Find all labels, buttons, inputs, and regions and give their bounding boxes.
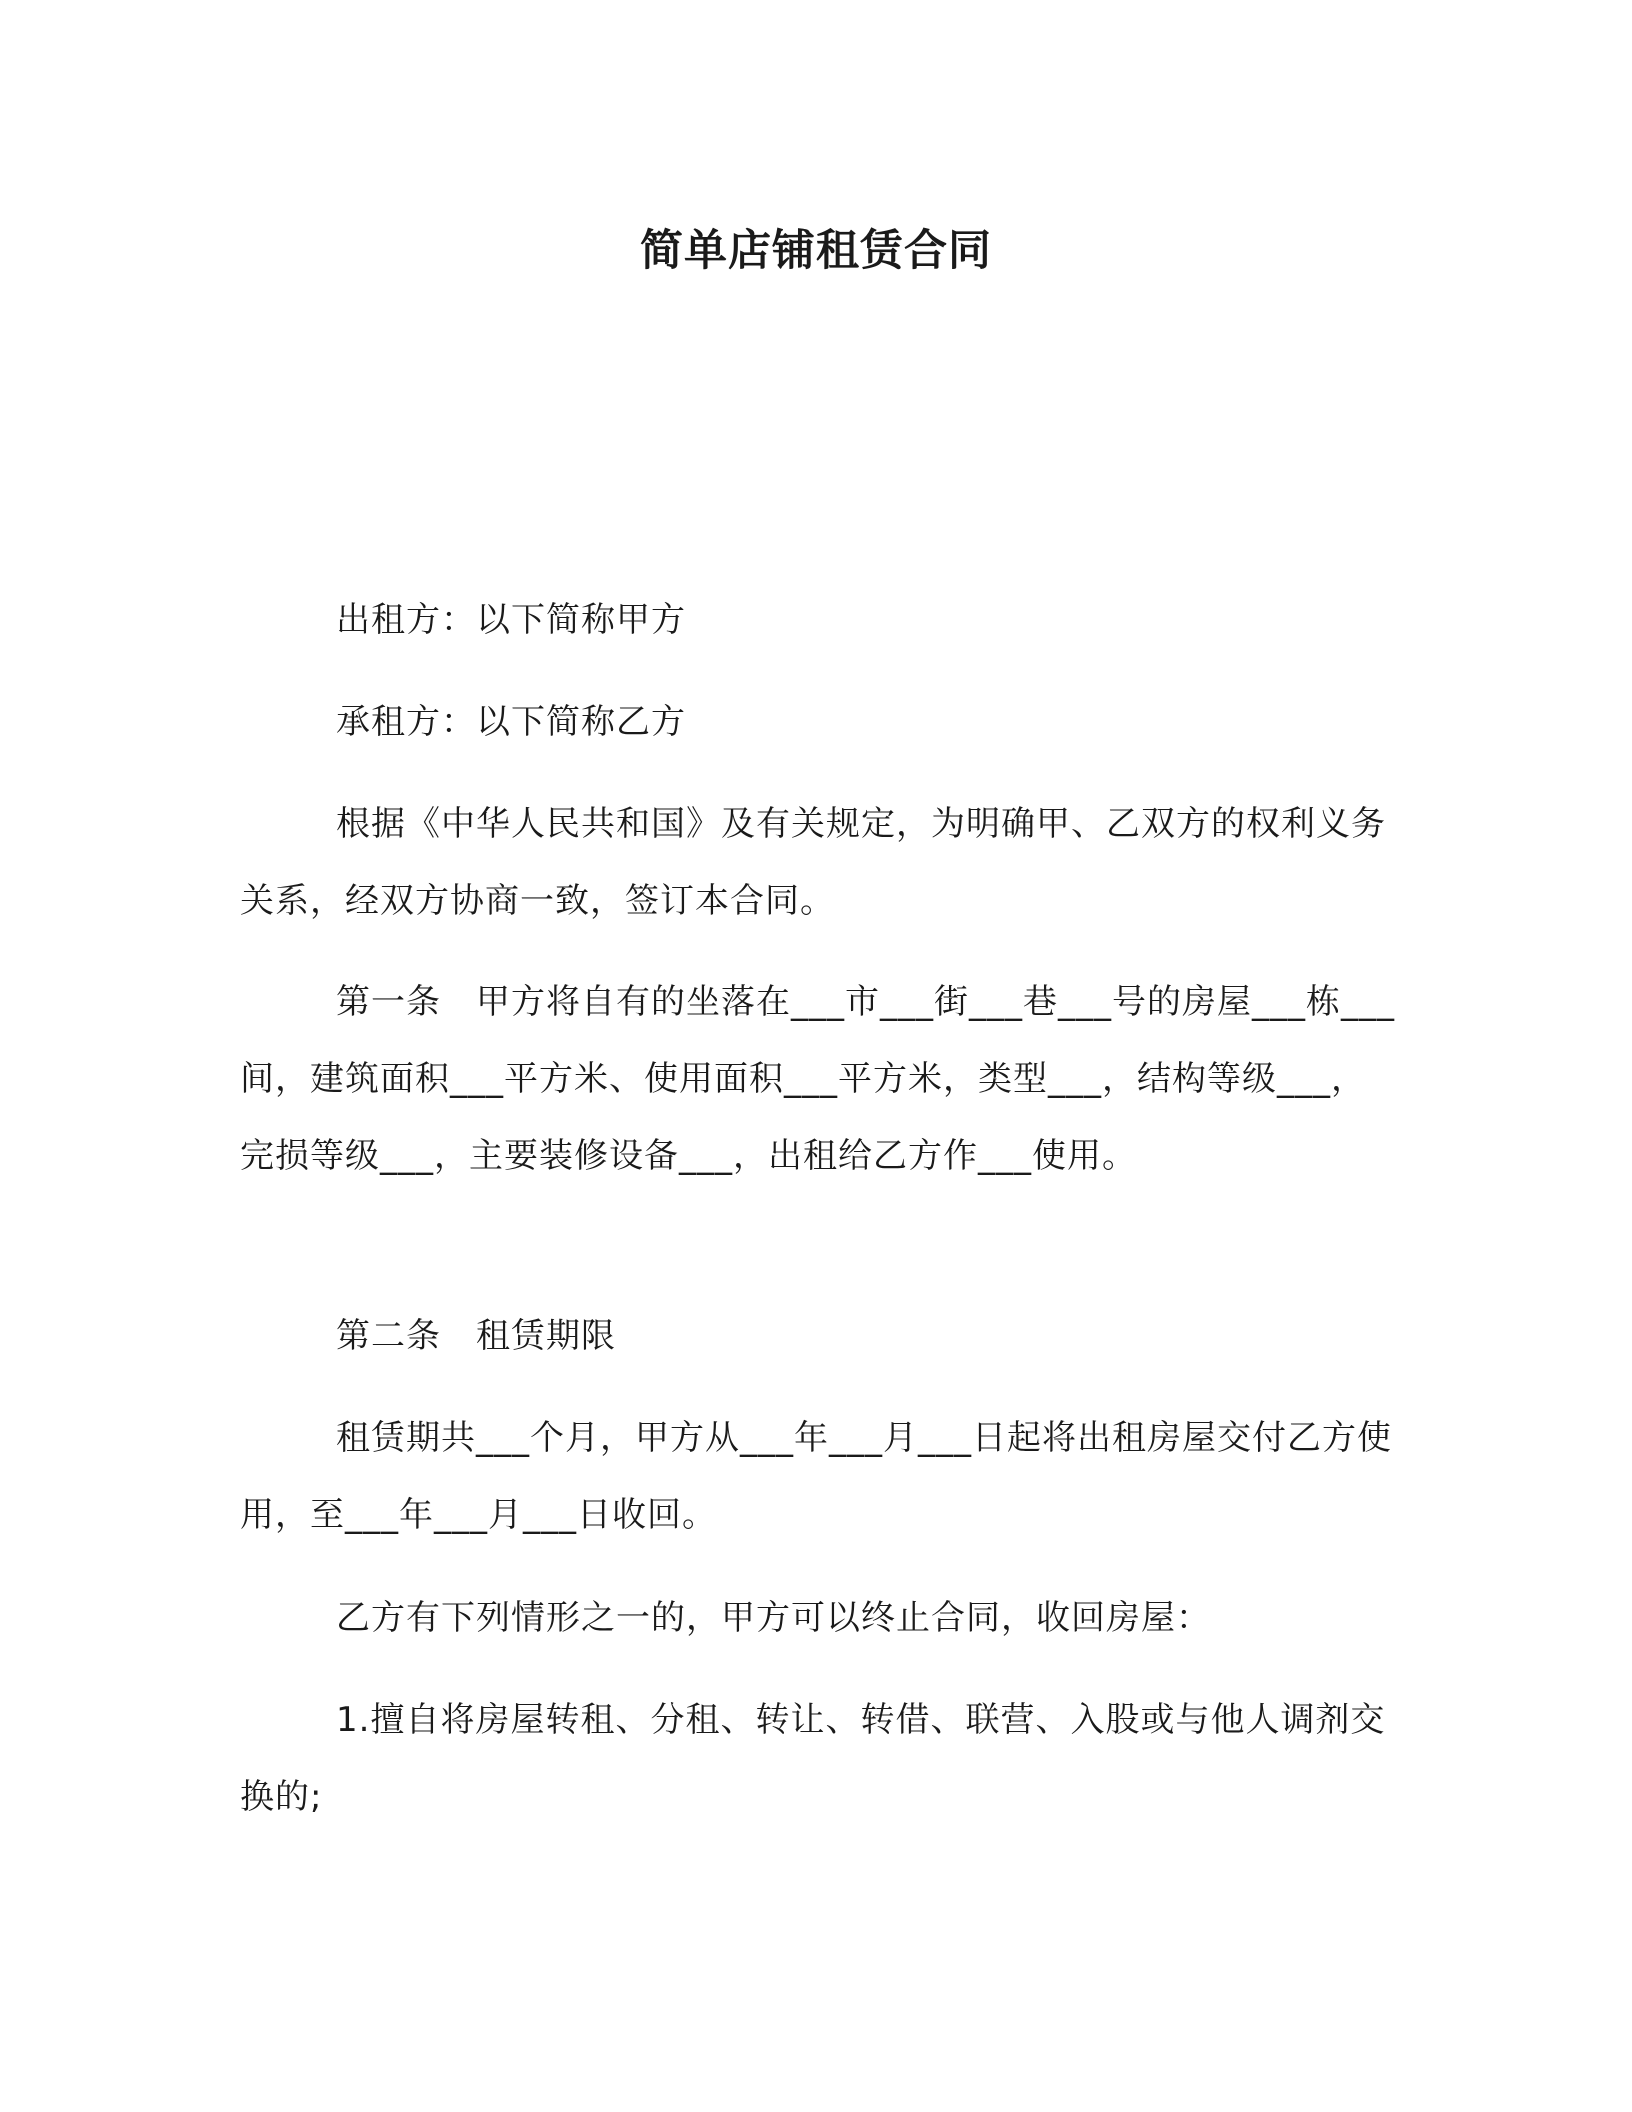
preamble-paragraph: 根据《中华人民共和国》及有关规定，为明确甲、乙双方的权利义务关系，经双方协商一致，签订本合同。 xyxy=(240,804,1386,921)
article-two-heading: 第二条 租赁期限 xyxy=(336,1316,616,1356)
lease-term-paragraph: 租赁期共___个月，甲方从___年___月___日起将出租房屋交付乙方使用，至___年___月___日收回。 xyxy=(240,1418,1392,1535)
termination-item-1: 1.擅自将房屋转租、分租、转让、转借、联营、入股或与他人调剂交换的; xyxy=(240,1700,1386,1817)
article-one-paragraph: 第一条 甲方将自有的坐落在___市___街___巷___号的房屋___栋___间，建筑面积___平方米、使用面积___平方米，类型___，结构等级___，完损等级___，主要装修设备___，出租给乙方作___使用。 xyxy=(240,982,1395,1176)
lessor-line: 出租方：以下简称甲方 xyxy=(336,600,686,640)
lessee-line: 承租方：以下简称乙方 xyxy=(336,702,686,742)
document-title: 简单店铺租赁合同 xyxy=(640,226,992,276)
termination-intro-paragraph: 乙方有下列情形之一的，甲方可以终止合同，收回房屋： xyxy=(336,1598,1211,1638)
